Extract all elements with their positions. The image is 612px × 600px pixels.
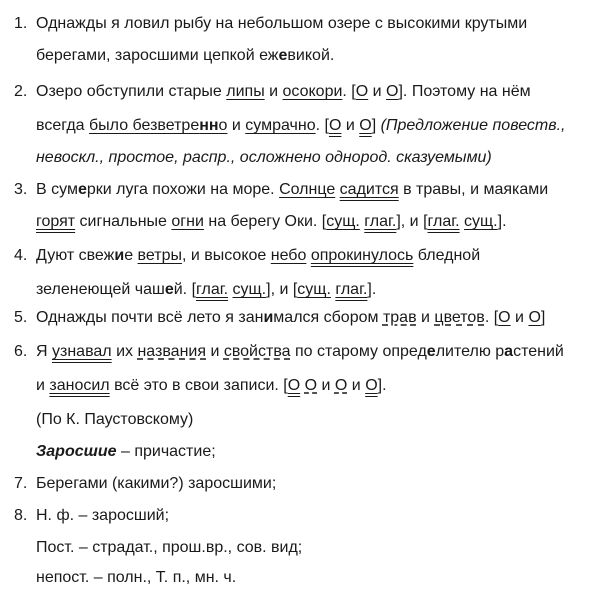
text-run: их	[111, 343, 138, 360]
text-run: Берегами (какими?) заросшими;	[36, 475, 277, 492]
styled-run: е	[278, 47, 288, 64]
text-run: всё это в свои записи. [	[109, 377, 288, 394]
styled-run: О	[498, 309, 511, 326]
text-run: .	[342, 83, 352, 100]
text-run: ]	[540, 309, 546, 326]
text-run: Я	[36, 343, 52, 360]
styled-run: сущ.	[464, 213, 498, 230]
line-text	[36, 474, 276, 494]
item-number: 2.	[14, 83, 28, 100]
styled-run: ветры	[137, 247, 182, 264]
styled-run: нн	[199, 117, 219, 134]
line-text	[36, 212, 507, 232]
styled-run: заносил	[49, 377, 110, 394]
styled-run: Заросшие	[36, 443, 117, 460]
text-run: мался сбором	[273, 309, 383, 326]
text-run: ], и [	[396, 213, 428, 230]
text-run: и	[36, 377, 50, 394]
styled-run: сумрачно	[245, 117, 316, 134]
styled-run: сущ.	[232, 281, 267, 298]
styled-run: (Предложение повеств.,	[380, 117, 566, 134]
text-run: . [	[315, 117, 329, 134]
text-run: и	[317, 377, 335, 394]
styled-run: и	[263, 309, 274, 326]
text-run: всегда	[36, 117, 90, 134]
text-run: рки луга похожи на море.	[86, 181, 280, 198]
styled-run: сущ.	[326, 213, 360, 230]
text-run: и	[510, 309, 529, 326]
line-text	[36, 148, 492, 168]
text-run: по старому опред	[290, 343, 427, 360]
line-text	[36, 538, 302, 558]
styled-run: [	[351, 83, 356, 100]
text-run: и	[341, 117, 360, 134]
styled-run: было безветре	[89, 117, 200, 134]
styled-run: и	[114, 247, 125, 264]
styled-run: узнавал	[52, 343, 112, 360]
styled-run: небо	[270, 247, 307, 264]
line-text	[36, 342, 564, 362]
styled-run: О	[328, 117, 342, 134]
item-number: 8.	[14, 507, 28, 524]
line-text	[36, 308, 545, 328]
text-run: Озеро обступили старые	[36, 83, 227, 100]
text-run: и	[347, 377, 366, 394]
text-run: на берегу Оки. [	[203, 213, 327, 230]
text-run: , и высокое	[181, 247, 271, 264]
styled-run: глаг.	[364, 213, 397, 230]
text-run: в травы, и маяками	[398, 181, 549, 198]
styled-run: названия	[137, 343, 206, 360]
text-run: (По К. Паустовскому)	[36, 411, 194, 428]
text-run: викой.	[287, 47, 335, 64]
line-text	[36, 442, 216, 462]
text-run: ].	[367, 281, 377, 298]
text-run: ], и [	[266, 281, 298, 298]
line-text	[36, 376, 387, 396]
styled-run: о	[218, 117, 228, 134]
item-number: 5.	[14, 309, 28, 326]
text-run: Н. ф. – заросший;	[36, 507, 170, 524]
line-text	[36, 246, 480, 266]
text-run: и	[416, 309, 435, 326]
styled-run: е	[164, 281, 174, 298]
styled-run: е	[426, 343, 436, 360]
styled-run: О	[386, 83, 399, 100]
text-run: и	[206, 343, 224, 360]
text-run: берегами, заросшими цепкой еж	[36, 47, 279, 64]
styled-run: невоскл., простое, распр., осложнено однород. сказуемыми)	[36, 149, 492, 166]
styled-run: трав	[382, 309, 417, 326]
text-run: лителю р	[435, 343, 505, 360]
text-run: й. [	[173, 281, 197, 298]
text-run: ].	[377, 377, 387, 394]
styled-run: осокори	[282, 83, 343, 100]
line-text	[36, 568, 236, 588]
styled-run: огни	[171, 213, 204, 230]
text-run: и	[368, 83, 387, 100]
styled-run: О	[355, 83, 369, 100]
line-text	[36, 46, 334, 66]
line-text	[36, 180, 548, 200]
text-run: – причастие;	[116, 443, 216, 460]
styled-run: липы	[226, 83, 265, 100]
text-run: Однажды почти всё лето я зан	[36, 309, 264, 326]
styled-run: О	[287, 377, 301, 394]
styled-run: опрокинулось	[310, 247, 414, 264]
styled-run: е	[77, 181, 87, 198]
text-run: Дуют свеж	[36, 247, 115, 264]
line-text	[36, 506, 169, 526]
styled-run: глаг.	[427, 213, 460, 230]
styled-run: О	[334, 377, 348, 394]
text-run: ].	[497, 213, 507, 230]
styled-run: свойства	[223, 343, 291, 360]
item-number: 7.	[14, 475, 28, 492]
styled-run: О	[304, 377, 318, 394]
text-run: Однажды я ловил рыбу на небольшом озере с высокими крутыми	[36, 15, 528, 32]
styled-run: глаг.	[196, 281, 229, 298]
styled-run: Солнце	[279, 181, 336, 198]
line-text	[36, 82, 531, 102]
text-run: сигнальные	[75, 213, 172, 230]
text-run: ]. Поэтому на нём	[398, 83, 531, 100]
line-text	[36, 14, 527, 34]
text-run: ]	[371, 117, 381, 134]
text-run: стений	[513, 343, 564, 360]
text-run: бледной	[413, 247, 481, 264]
styled-run: сущ.	[297, 281, 331, 298]
styled-run: а	[504, 343, 514, 360]
text-run: и	[264, 83, 283, 100]
item-number: 4.	[14, 247, 28, 264]
styled-run: О	[528, 309, 541, 326]
text-run: е	[124, 247, 138, 264]
styled-run: садится	[339, 181, 399, 198]
item-number: 3.	[14, 181, 28, 198]
line-text	[36, 116, 566, 136]
text-run: В сум	[36, 181, 78, 198]
styled-run: глаг.	[335, 281, 368, 298]
styled-run: О	[359, 117, 372, 134]
item-number: 6.	[14, 343, 28, 360]
text-run: Пост. – страдат., прош.вр., сов. вид;	[36, 539, 303, 556]
styled-run: О	[365, 377, 378, 394]
text-run: и	[227, 117, 246, 134]
text-run: зеленеющей чаш	[36, 281, 165, 298]
text-run: непост. – полн., Т. п., мн. ч.	[36, 569, 237, 586]
styled-run: цветов	[434, 309, 485, 326]
styled-run: горят	[36, 213, 76, 230]
item-number: 1.	[14, 15, 28, 32]
line-text	[36, 280, 376, 300]
line-text	[36, 410, 193, 430]
text-run: . [	[484, 309, 499, 326]
